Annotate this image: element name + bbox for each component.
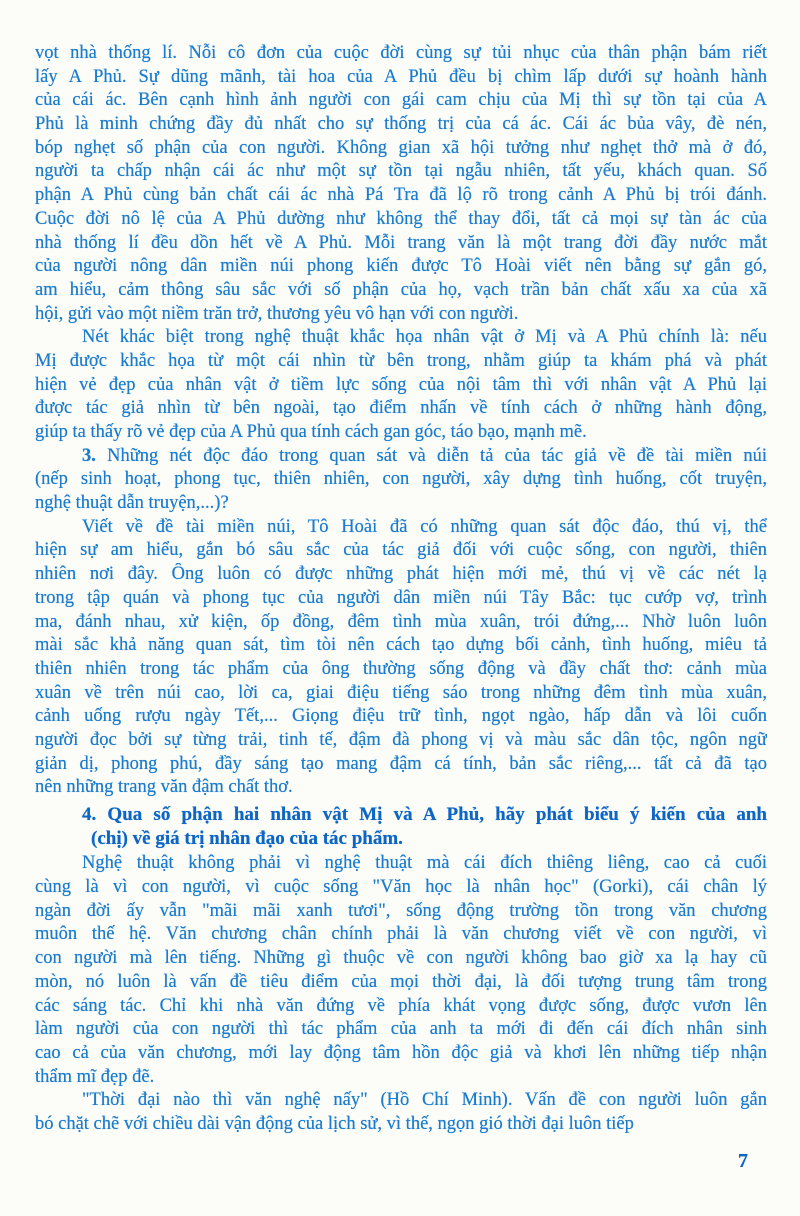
text-line: vọt nhà thống lí. Nỗi cô đơn của cuộc đời cùng sự tủi nhục của thân phận bám riết bbox=[35, 43, 767, 63]
text-line: Viết về đề tài miền núi, Tô Hoài đã có những quan sát độc đáo, thú vị, thể bbox=[82, 516, 767, 537]
text-line: Mị được khắc họa từ một cái nhìn từ bên trong, nhằm giúp ta khám phá và phát bbox=[35, 350, 767, 371]
question-number: 3. bbox=[82, 445, 108, 466]
text-line: giúp ta thấy rõ vẻ đẹp của A Phủ qua tính cách gan góc, táo bạo, mạnh mẽ. bbox=[35, 422, 587, 442]
page-number: 7 bbox=[738, 1150, 748, 1172]
text-line: hội, gửi vào một niềm trăn trở, thương yêu vô hạn với con người. bbox=[35, 303, 519, 324]
text-line: trong tập quán và phong tục của người dân miền núi Tây Bắc: tục cướp vợ, trình bbox=[35, 587, 767, 608]
text-line: người đọc bởi sự từng trải, tinh tế, đậm đà phong vị và màu sắc dân tộc, ngôn ngữ bbox=[35, 729, 767, 750]
text-line: Cuộc đời nô lệ của A Phủ dường như không thể thay đổi, tất cả mọi sự tàn ác của bbox=[35, 208, 767, 229]
text-line: giản dị, phong phú, đầy sáng tạo mang đậm cá tính, bản sắc riêng,... tất cả đã tạo bbox=[35, 753, 767, 774]
text-line: lấy A Phủ. Sự dũng mãnh, tài hoa của A Phủ đều bị chìm lấp dưới sự hoành hành bbox=[35, 66, 767, 87]
text-line: Phủ là minh chứng đầy đủ nhất cho sự thống trị của cá ác. Cái ác bủa vây, đè nén, bbox=[35, 114, 767, 135]
paragraph-answer-3 bbox=[35, 516, 767, 800]
text-line: thiên nhiên trong tác phẩm của ông thường sống động và đầy chất thơ: cảnh mùa bbox=[35, 658, 767, 679]
text-line: của cái ác. Bên cạnh hình ảnh người con gái cam chịu của Mị thì sự tồn tại của A bbox=[35, 90, 767, 111]
text-line: được tác giả nhìn từ bên ngoài, tạo điểm nhấn về tính cách ở những hành động, bbox=[35, 398, 767, 419]
text-line: phận A Phủ cùng bản chất cái ác nhà Pá Tra đã lộ rõ trong cảnh A Phủ bị trói đánh. bbox=[35, 185, 767, 206]
text-line: bó chặt chẽ với chiều dài vận động của lịch sử, vì thế, ngọn gió thời đại luôn tiếp bbox=[35, 1113, 634, 1134]
text-line: 4. Qua số phận hai nhân vật Mị và A Phủ, hãy phát biểu ý kiến của anh bbox=[82, 804, 767, 825]
text-line: mòn, nó luôn là vấn đề tiêu điểm của mọi thời đại, là đối tượng trung tâm trong bbox=[35, 971, 767, 992]
text-line: người ta chấp nhận cái ác như một sự tồn tại ngẫu nhiên, tất yếu, khách quan. Số bbox=[35, 161, 767, 182]
text-line: Nghệ thuật không phải vì nghệ thuật mà cái đích thiêng liêng, cao cả cuối bbox=[82, 853, 767, 874]
text-line: xuân về trên núi cao, lời ca, giai điệu tiếng sáo trong những đêm tình mùa xuân, bbox=[35, 682, 767, 703]
page-text bbox=[35, 42, 767, 1137]
text-line: ma, đánh nhau, xử kiện, ốp đồng, đêm tình mùa xuân, trói đứng,... Nhờ luôn luôn bbox=[35, 611, 767, 632]
question-4 bbox=[35, 803, 767, 850]
text-line: bóp nghẹt số phận của con người. Không gian xã hội tưởng như nghẹt thở mà ở đó, bbox=[35, 137, 767, 158]
question-3 bbox=[35, 445, 767, 516]
text-line: cảnh uống rượu ngày Tết,... Giọng điệu trữ tình, ngọt ngào, hấp dẫn và lôi cuốn bbox=[35, 706, 767, 727]
text-line: nhiên nơi đây. Ông luôn có được những phát hiện mới mẻ, thú vị về các nét lạ bbox=[35, 564, 767, 585]
text-line: Nét khác biệt trong nghệ thuật khắc họa nhân vật ở Mị và A Phủ chính là: nếu bbox=[82, 327, 767, 348]
paragraph-contrast-mi-aphu bbox=[35, 326, 767, 444]
text-line: muôn thế hệ. Văn chương chân chính phải là văn chương viết về con người, vì bbox=[35, 924, 767, 945]
text-line: mài sắc khả năng quan sát, tìm tòi nên cách tạo dựng bối cảnh, tình huống, miêu tả bbox=[35, 635, 767, 656]
paragraph-continuation bbox=[35, 42, 767, 326]
text-line: của người nông dân miền núi phong kiến được Tô Hoài viết nên bằng sự gắn gó, bbox=[35, 256, 767, 277]
paragraph-answer-4 bbox=[35, 852, 767, 1089]
text-line: thẩm mĩ đẹp đẽ. bbox=[35, 1066, 155, 1087]
paragraph-closing bbox=[35, 1089, 767, 1136]
text-line: (chị) về giá trị nhân đạo của tác phẩm. bbox=[91, 827, 403, 849]
text-line: các sáng tác. Chỉ khi nhà văn đứng về phía khát vọng được sống, được vươn lên bbox=[35, 995, 767, 1016]
text-line: (nếp sinh hoạt, phong tục, thiên nhiên, con người, xây dựng tình huống, cốt truyện, bbox=[35, 469, 767, 490]
text-line: nghệ thuật dẫn truyện,...)? bbox=[35, 493, 229, 514]
text-line: làm người của con người thì tác phẩm của anh ta mới đi đến cái đích nhân sinh bbox=[35, 1019, 767, 1040]
text-line: hiện sự am hiểu, gắn bó sâu sắc của tác giả đối với cuộc sống, con người, thiên bbox=[35, 540, 767, 561]
text-line: "Thời đại nào thì văn nghệ nấy" (Hồ Chí Minh). Vấn đề con người luôn gắn bbox=[82, 1090, 767, 1111]
text-line: hiện vẻ đẹp của nhân vật ở tiềm lực sống của nội tâm thì với nhân vật A Phủ lại bbox=[35, 374, 767, 395]
text-line: nhà thống lí đều dồn hết về A Phủ. Mỗi trang văn là một trang đời đầy nước mắt bbox=[35, 232, 767, 253]
text-line: 3. Những nét độc đáo trong quan sát và diễn tả của tác giả về đề tài miền núi bbox=[82, 445, 767, 466]
text-line: am hiểu, cảm thông sâu sắc với số phận của họ, vạch trần bản chất xấu xa của xã bbox=[35, 279, 767, 300]
text-line: con người mà lên tiếng. Những gì thuộc về con người không bao giờ xa lạ hay cũ bbox=[35, 948, 767, 969]
text-line: ngàn đời ấy vẫn "mãi mãi xanh tươi", sống động trường tồn trong văn chương bbox=[35, 900, 767, 921]
text-line: nên những trang văn đậm chất thơ. bbox=[35, 777, 293, 798]
question-number: 4. bbox=[82, 804, 108, 825]
text-line: cùng là vì con người, vì cuộc sống "Văn học là nhân học" (Gorki), cái chân lý bbox=[35, 877, 767, 898]
text-line: cao cả của văn chương, mới lay động tâm hồn độc giả và khơi lên những tiếp nhận bbox=[35, 1042, 767, 1063]
